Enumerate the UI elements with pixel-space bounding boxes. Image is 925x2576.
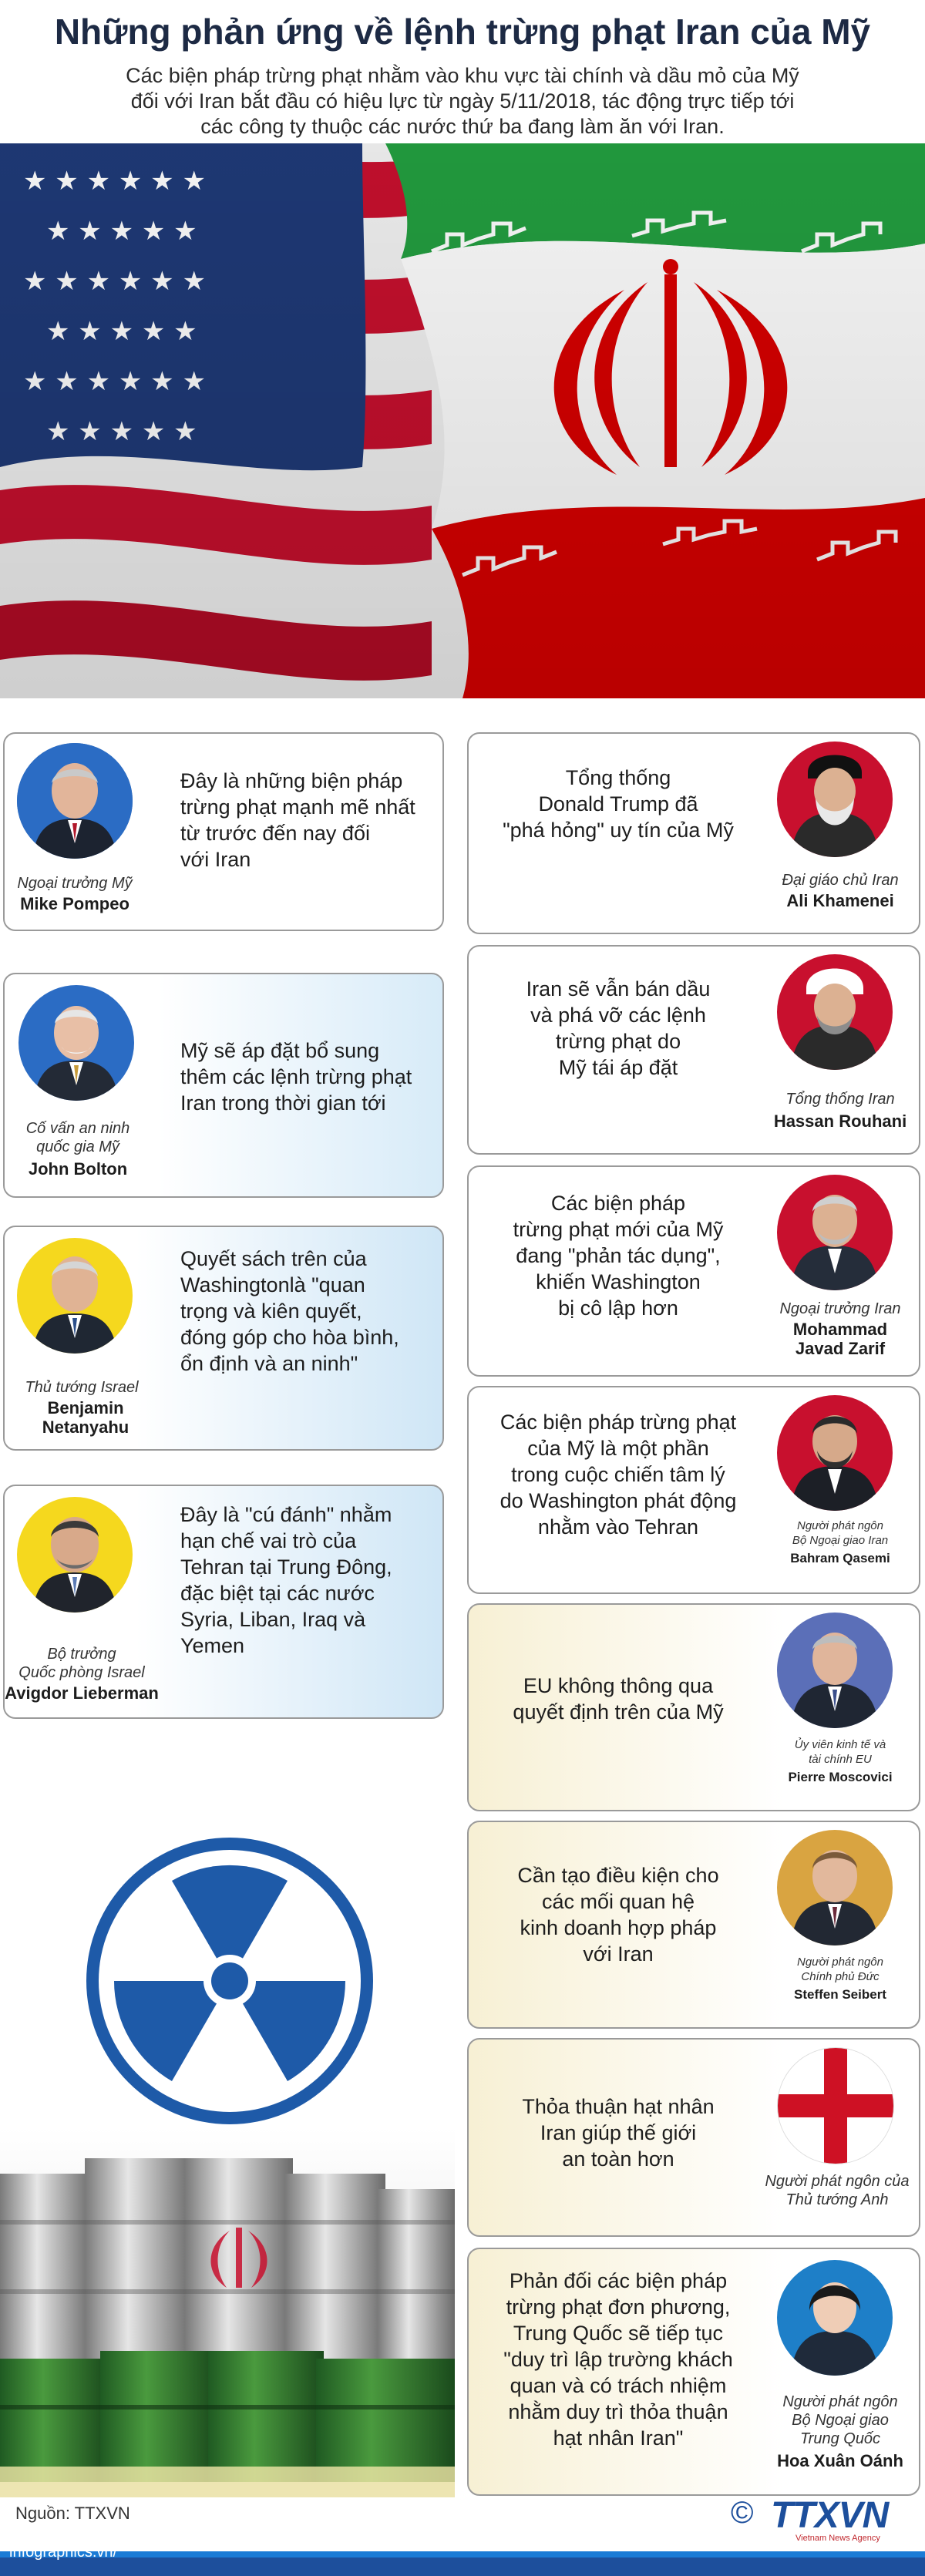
- avatar: [777, 954, 893, 1070]
- quote-line: Trung Quốc sẽ tiếp tục: [513, 2322, 724, 2345]
- person-silhouette-icon: [777, 1830, 893, 1945]
- role-line: Cố vấn an ninh: [25, 1120, 130, 1137]
- avatar: [17, 1238, 133, 1354]
- avatar: [18, 985, 134, 1101]
- role-line: Trung Quốc: [799, 2430, 881, 2447]
- quote-line: trừng phạt mạnh mẽ nhất: [180, 795, 415, 819]
- quote-line: nhằm duy trì thỏa thuận: [508, 2400, 728, 2423]
- quote-line: nhằm vào Tehran: [537, 1515, 699, 1539]
- footer-accent-bar: [0, 2551, 925, 2558]
- avatar: [777, 2260, 893, 2376]
- speaker-name: [762, 1320, 919, 1358]
- quote-text: [473, 765, 763, 843]
- quote-text: [180, 1502, 442, 1659]
- quote-line: Iran giúp thế giới: [540, 2121, 697, 2144]
- speaker-name: Bahram Qasemi: [790, 1551, 890, 1565]
- quote-card-javad-zarif: [467, 1165, 920, 1377]
- quote-line: của Mỹ là một phần: [527, 1437, 709, 1460]
- role-line: Thủ tướng Anh: [785, 2191, 889, 2208]
- role-line: Chính phủ Đức: [801, 1970, 880, 1983]
- quote-text: [473, 1409, 763, 1540]
- quote-line: kinh doanh hợp pháp: [520, 1916, 717, 1939]
- speaker-name: Steffen Seibert: [794, 1987, 886, 2002]
- radiation-icon: [83, 1834, 376, 2127]
- speaker-role: [5, 1645, 159, 1682]
- quote-line: và phá vỡ các lệnh: [530, 1004, 706, 1027]
- quote-line: trừng phạt đơn phương,: [506, 2295, 731, 2319]
- quote-card-ali-khamenei: [467, 732, 920, 934]
- speaker-name: John Bolton: [28, 1159, 128, 1179]
- quote-line: Mỹ tái áp đặt: [558, 1056, 678, 1079]
- role-line: Bộ trưởng: [47, 1646, 116, 1663]
- subtitle-line: các công ty thuộc các nước thứ ba đang làm ăn với Iran.: [200, 115, 725, 138]
- quote-line: trừng phạt do: [555, 1030, 681, 1053]
- speaker-role: [752, 2172, 922, 2209]
- quote-line: an toàn hơn: [562, 2147, 674, 2171]
- avatar: [777, 1830, 893, 1945]
- avatar: [777, 1395, 893, 1511]
- quote-line: Tổng thống: [565, 766, 671, 789]
- role-line: Người phát ngôn của: [765, 2173, 910, 2190]
- quote-line: ổn định và an ninh": [180, 1352, 358, 1375]
- speaker-name: Avigdor Lieberman: [5, 1683, 159, 1703]
- us-iran-flags-image: [0, 143, 925, 698]
- oil-barrels-image: [0, 2127, 455, 2497]
- speaker-role: Thủ tướng Israel: [25, 1379, 139, 1396]
- subtitle-line: đối với Iran bắt đầu có hiệu lực từ ngày 5/11/2018, tác động trực tiếp tới: [130, 89, 795, 113]
- speaker-name: Mike Pompeo: [20, 894, 130, 913]
- quote-text: [180, 768, 442, 873]
- name-line: Mohammad: [792, 1320, 888, 1339]
- quote-line: Đây là những biện pháp: [180, 769, 403, 792]
- quote-line: Washingtonlà "quan: [180, 1273, 365, 1296]
- quote-line: với Iran: [583, 1942, 654, 1966]
- avatar: [777, 2047, 894, 2164]
- quote-card-hoa-xuan-oanh: [467, 2248, 920, 2496]
- quote-line: "duy trì lập trường khách: [503, 2348, 733, 2371]
- person-silhouette-icon: [777, 742, 893, 857]
- quote-text: [473, 976, 763, 1081]
- ttxvn-logo: TTXVN: [771, 2495, 889, 2536]
- role-line: Người phát ngôn: [797, 1956, 883, 1969]
- name-line: Javad Zarif: [795, 1339, 886, 1358]
- quote-text: [473, 2093, 763, 2172]
- quote-card-bahram-qasemi: [467, 1386, 920, 1594]
- person-silhouette-icon: [17, 1497, 133, 1613]
- quote-line: Syria, Liban, Iraq và: [180, 1608, 366, 1631]
- person-silhouette-icon: [777, 1613, 893, 1728]
- quote-line: quyết định trên của Mỹ: [513, 1700, 724, 1723]
- quote-line: trừng phạt mới của Mỹ: [513, 1218, 724, 1241]
- quote-card-avigdor-lieberman: [3, 1485, 444, 1719]
- role-line: quốc gia Mỹ: [36, 1138, 119, 1155]
- quote-line: trọng và kiên quyết,: [180, 1300, 362, 1323]
- role-line: Người phát ngôn: [797, 1519, 883, 1532]
- quote-card-john-bolton: [3, 973, 444, 1198]
- speaker-role: Ngoại trưởng Mỹ: [17, 875, 133, 892]
- quote-line: Mỹ sẽ áp đặt bổ sung: [180, 1039, 380, 1062]
- logo-subtitle: Vietnam News Agency: [796, 2534, 880, 2543]
- speaker-name: Pierre Moscovici: [788, 1770, 893, 1784]
- role-line: Ủy viên kinh tế và: [794, 1738, 886, 1751]
- flags-banner: [0, 143, 925, 698]
- quote-line: đặc biệt tại các nước: [180, 1582, 375, 1605]
- quote-text: [473, 2268, 763, 2451]
- quote-text: [473, 1862, 763, 1967]
- person-silhouette-icon: [777, 2260, 893, 2376]
- quote-text: [180, 1037, 442, 1116]
- quote-line: Iran sẽ vẫn bán dầu: [526, 977, 711, 1000]
- copyright-mark: ©: [731, 2496, 754, 2530]
- footer-bar: [0, 2558, 925, 2576]
- role-line: Quốc phòng Israel: [18, 1664, 145, 1681]
- quote-line: thêm các lệnh trừng phạt: [180, 1065, 412, 1088]
- quote-card-mike-pompeo: [3, 732, 444, 931]
- avatar: [17, 743, 133, 859]
- speaker-name: Hoa Xuân Oánh: [777, 2451, 903, 2470]
- quote-line: Tehran tại Trung Đông,: [180, 1555, 392, 1579]
- quote-card-uk-pm-spokesperson: [467, 2038, 920, 2237]
- quote-line: với Iran: [180, 848, 251, 871]
- quote-line: khiến Washington: [536, 1270, 701, 1293]
- page-subtitle: [62, 63, 863, 140]
- quote-line: đang "phản tác dụng",: [516, 1244, 721, 1267]
- role-line: Bộ Ngoại giao Iran: [792, 1534, 889, 1547]
- person-silhouette-icon: [17, 743, 133, 859]
- quote-line: Quyết sách trên của: [180, 1247, 367, 1270]
- quote-line: Iran trong thời gian tới: [180, 1091, 386, 1115]
- england-flag-icon: [778, 2048, 893, 2164]
- quote-card-hassan-rouhani: [467, 945, 920, 1155]
- quote-line: hạt nhân Iran": [553, 2426, 684, 2450]
- quote-line: đóng góp cho hòa bình,: [180, 1326, 399, 1349]
- speaker-name: Ali Khamenei: [786, 891, 894, 910]
- speaker-role: Tổng thống Iran: [785, 1091, 895, 1108]
- speaker-role: Ngoại trưởng Iran: [779, 1300, 901, 1317]
- avatar: [777, 1613, 893, 1728]
- person-silhouette-icon: [777, 1175, 893, 1290]
- quote-line: Các biện pháp: [550, 1192, 686, 1215]
- speaker-role: Đại giáo chủ Iran: [782, 872, 899, 889]
- speaker-role: [5, 1119, 151, 1156]
- role-line: Bộ Ngoại giao: [792, 2412, 889, 2429]
- page-title: Những phản ứng về lệnh trừng phạt Iran của Mỹ: [54, 12, 871, 52]
- avatar: [777, 742, 893, 857]
- speaker-role: [762, 1737, 919, 1767]
- avatar: [17, 1497, 133, 1613]
- quote-line: từ trước đến nay đối: [180, 822, 370, 845]
- quote-text: [473, 1190, 763, 1321]
- quote-line: Đây là "cú đánh" nhằm: [180, 1503, 392, 1526]
- person-silhouette-icon: [777, 1395, 893, 1511]
- subtitle-line: Các biện pháp trừng phạt nhằm vào khu vực tài chính và dầu mỏ của Mỹ: [126, 64, 799, 87]
- quote-line: quan và có trách nhiệm: [510, 2374, 727, 2397]
- quote-line: Yemen: [180, 1634, 245, 1657]
- quote-line: Các biện pháp trừng phạt: [500, 1411, 737, 1434]
- site-link[interactable]: infographics.vn/: [9, 2544, 118, 2561]
- quote-line: do Washington phát động: [500, 1489, 737, 1512]
- source-credit: Nguồn: TTXVN: [15, 2504, 130, 2523]
- quote-card-benjamin-netanyahu: [3, 1226, 444, 1451]
- quote-line: "phá hỏng" uy tín của Mỹ: [503, 819, 734, 842]
- quote-line: Donald Trump đã: [538, 792, 698, 816]
- quote-card-steffen-seibert: [467, 1821, 920, 2029]
- speaker-role: [762, 2393, 919, 2448]
- speaker-role: [762, 1518, 919, 1548]
- quote-line: trong cuộc chiến tâm lý: [511, 1463, 725, 1486]
- avatar: [777, 1175, 893, 1290]
- quote-line: Thỏa thuận hạt nhân: [522, 2095, 715, 2118]
- role-line: tài chính EU: [809, 1753, 872, 1766]
- quote-text: [180, 1246, 442, 1377]
- quote-line: Cần tạo điều kiện cho: [517, 1864, 719, 1887]
- person-silhouette-icon: [18, 985, 134, 1101]
- person-silhouette-icon: [17, 1238, 133, 1354]
- speaker-name: Hassan Rouhani: [773, 1111, 907, 1131]
- quote-card-pierre-moscovici: [467, 1603, 920, 1811]
- quote-line: các mối quan hệ: [541, 1890, 695, 1913]
- quote-line: bị cô lập hơn: [558, 1296, 678, 1320]
- quote-text: [473, 1673, 763, 1725]
- role-line: Người phát ngôn: [782, 2393, 898, 2410]
- speaker-name: Benjamin Netanyahu: [42, 1398, 130, 1437]
- quote-line: EU không thông qua: [523, 1674, 714, 1697]
- quote-line: hạn chế vai trò của: [180, 1529, 357, 1552]
- person-silhouette-icon: [777, 954, 893, 1070]
- quote-line: Phản đối các biện pháp: [509, 2269, 728, 2292]
- speaker-role: [762, 1955, 919, 1984]
